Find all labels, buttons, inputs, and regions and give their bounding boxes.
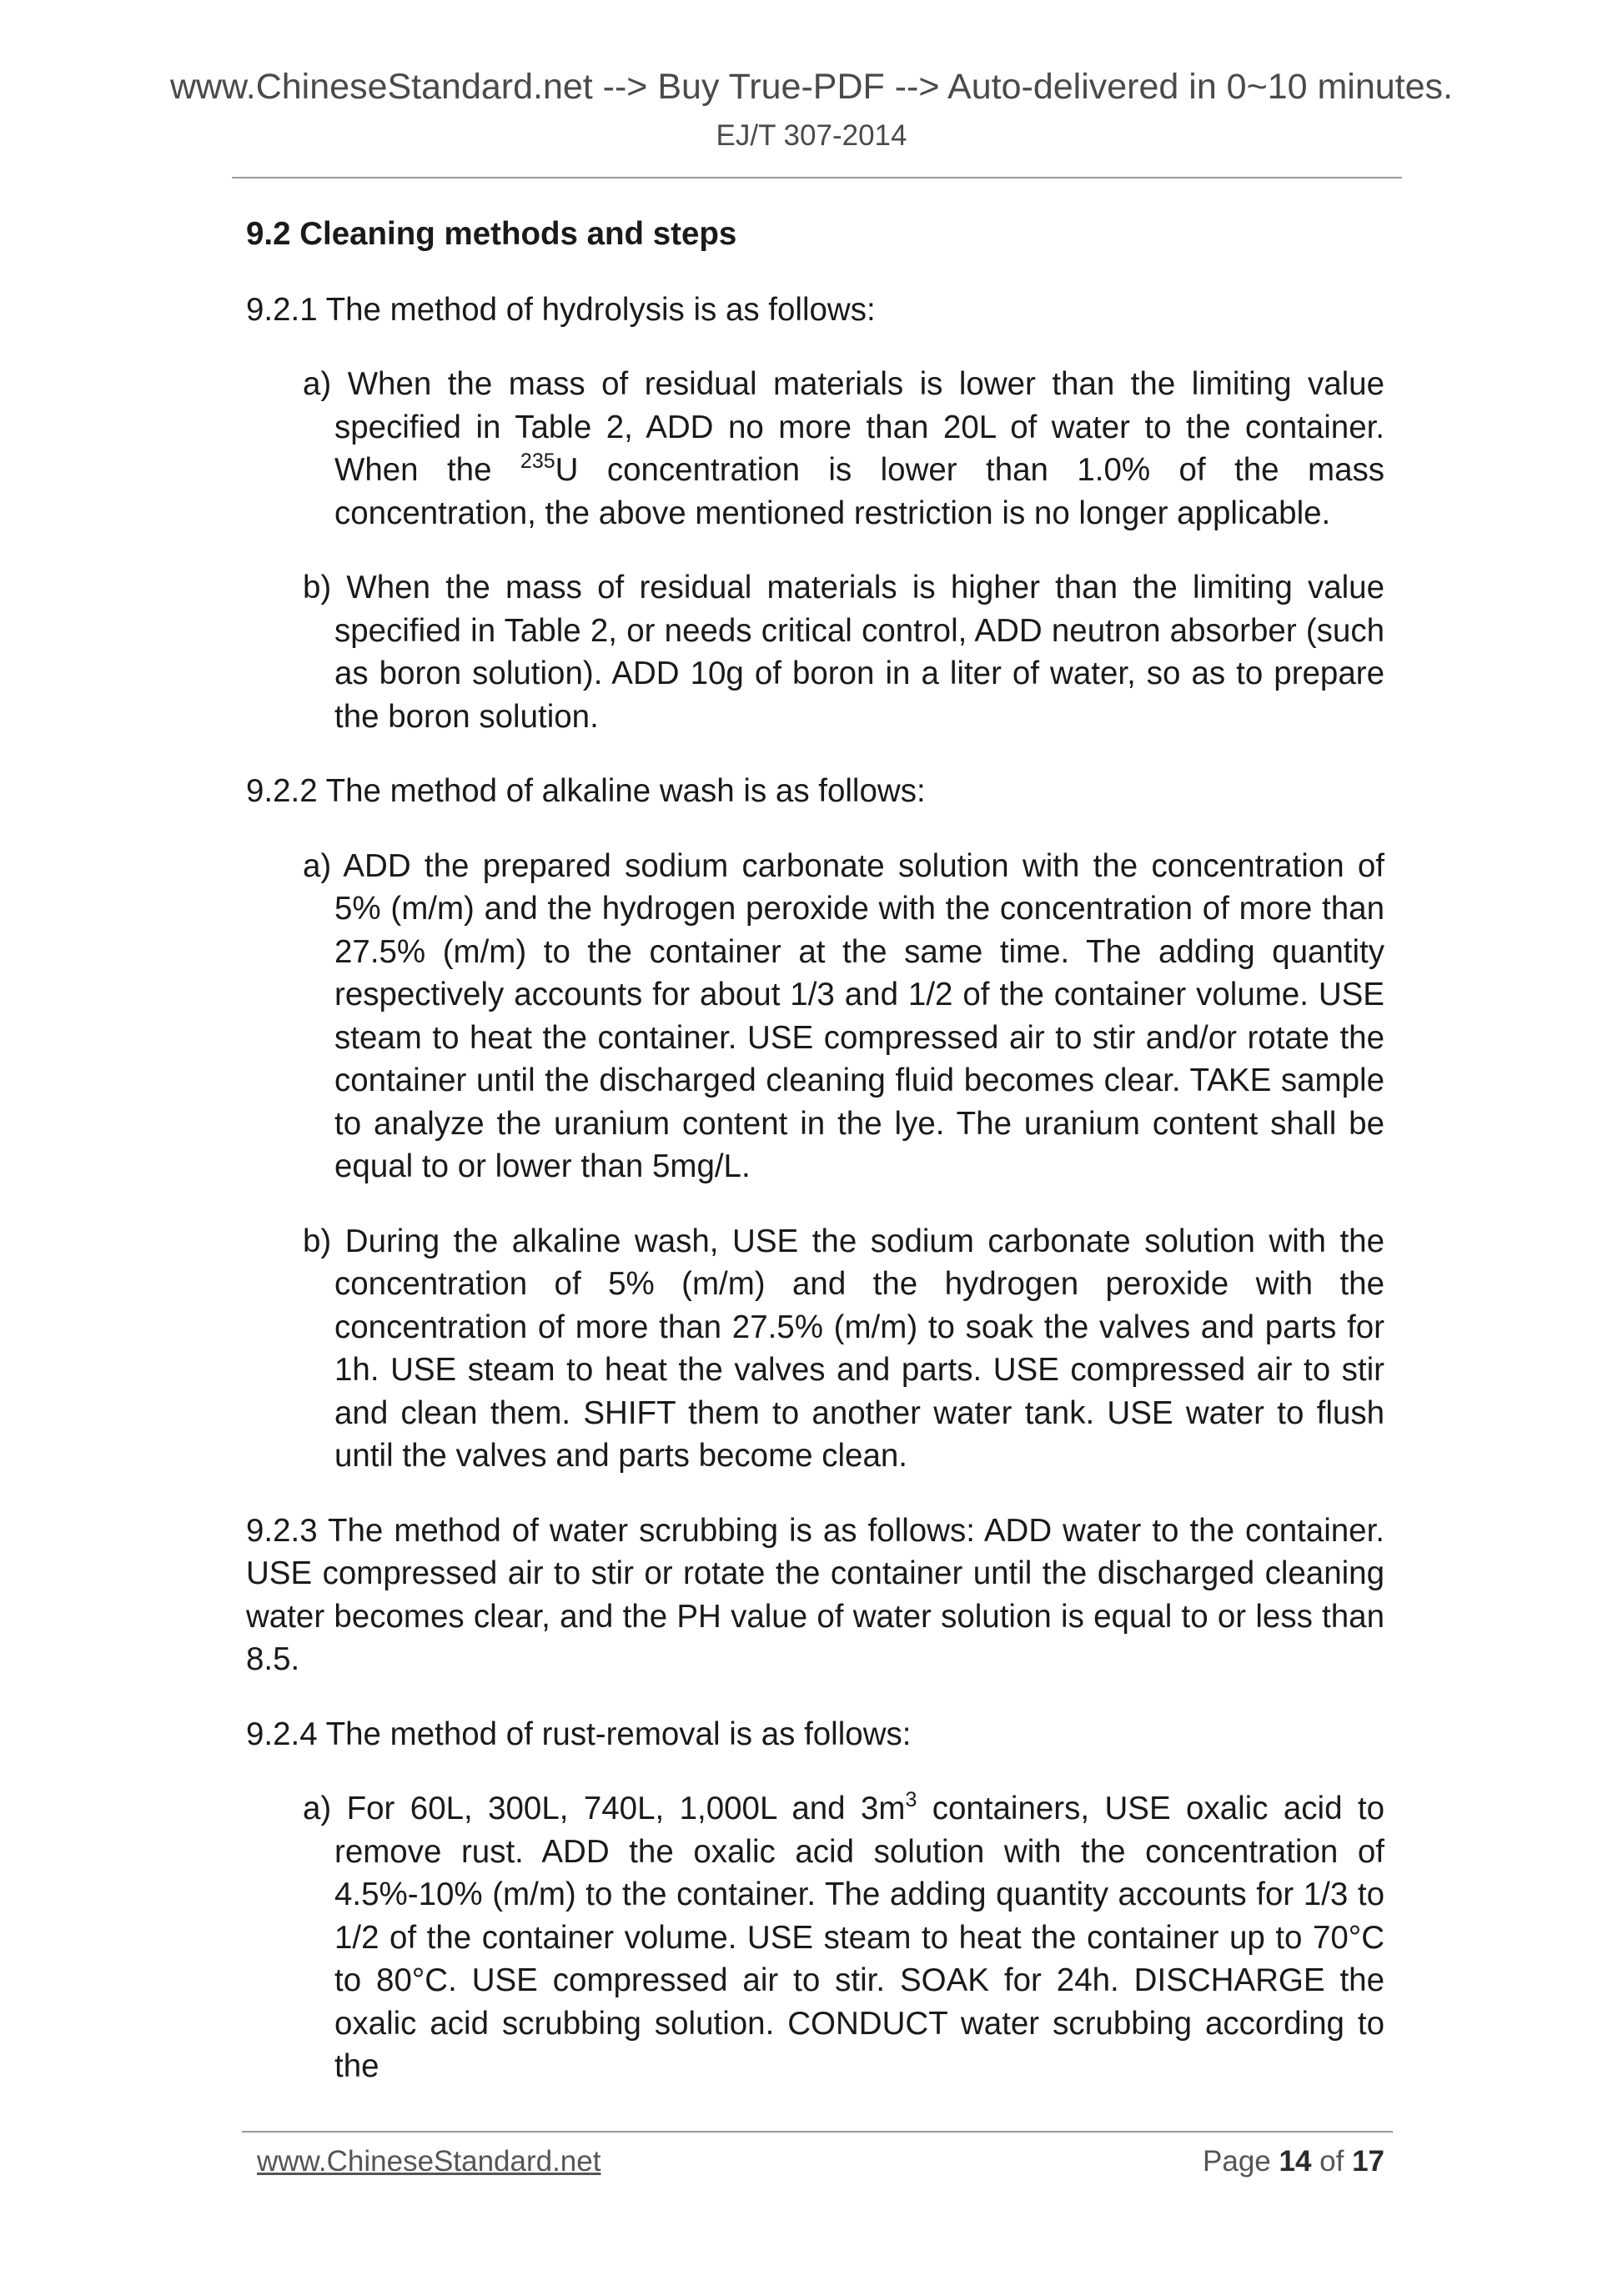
clause-9-2-4-a [303, 1787, 1384, 2088]
clause-text: a) When the mass of residual materials is lower than the limiting value specified in Table 2, ADD no more than 20L of water to the container. When the [303, 366, 1384, 488]
page-content [246, 213, 1384, 2120]
footer-link[interactable]: www.ChineseStandard.net [257, 2145, 601, 2178]
clause-9-2-1-b: b) When the mass of residual materials is higher than the limiting value specified in Table 2, or needs critical control, ADD neutron absorber (such as boron solution). ADD 10g of boron in a liter of water, so as to prepare the boron solution. [303, 570, 1384, 735]
current-page: 14 [1279, 2145, 1312, 2178]
section-heading: 9.2 Cleaning methods and steps [246, 216, 737, 252]
clause-text: containers, USE oxalic acid to remove rust. ADD the oxalic acid solution with the concentration of 4.5%-10% (m/m) to the container. The adding quantity accounts for 1/3 to 1/2 of the container volume. USE steam to heat the container up to 70°C to 80°C. USE compressed air to stir. SOAK for 24h. DISCHARGE the oxalic acid scrubbing solution. CONDUCT water scrubbing according to the [334, 1791, 1384, 2084]
footer-divider [242, 2131, 1393, 2133]
clause-9-2-4: 9.2.4 The method of rust-removal is as follows: [246, 1716, 912, 1752]
clause-text: a) For 60L, 300L, 740L, 1,000L and 3m [303, 1791, 906, 1826]
page-number [1203, 2143, 1384, 2180]
clause-9-2-2-b: b) During the alkaline wash, USE the sodium carbonate solution with the concentration of 5% (m/m) and the hydrogen peroxide with the concentration of more than 27.5% (m/m) to soak the valves and parts for 1h. USE steam to heat the valves and parts. USE compressed air to stir and clean them. SHIFT them to another water tank. USE water to flush until the valves and parts become clean. [303, 1223, 1384, 1474]
clause-9-2-2-a: a) ADD the prepared sodium carbonate solution with the concentration of 5% (m/m) and the hydrogen peroxide with the concentration of more than 27.5% (m/m) to the container at the same time. The adding quantity respectively accounts for about 1/3 and 1/2 of the container volume. USE steam to heat the container. USE compressed air to stir and/or rotate the container until the discharged cleaning fluid becomes clear. TAKE sample to analyze the uranium content in the lye. The uranium content shall be equal to or lower than 5mg/L. [303, 847, 1384, 1184]
clause-9-2-3: 9.2.3 The method of water scrubbing is as follows: ADD water to the container. USE compressed air to stir or rotate the container until the discharged cleaning water becomes clear, and the PH value of water solution is equal to or less than 8.5. [246, 1512, 1384, 1677]
page-of: of [1311, 2145, 1353, 2178]
unit-superscript: 3 [905, 1788, 917, 1811]
clause-9-2-1-a [303, 363, 1384, 535]
total-pages: 17 [1352, 2145, 1384, 2178]
header-divider [232, 177, 1402, 178]
site-banner: www.ChineseStandard.net --> Buy True-PDF --> Auto-delivered in 0~10 minutes. [169, 67, 1453, 107]
clause-9-2-2: 9.2.2 The method of alkaline wash is as follows: [246, 773, 926, 809]
clause-text: U concentration is lower than 1.0% of the mass concentration, the above mentioned restriction is no longer applicable. [334, 452, 1384, 531]
page-label: Page [1203, 2145, 1279, 2178]
clause-9-2-1: 9.2.1 The method of hydrolysis is as follows: [246, 291, 876, 328]
document-id: EJ/T 307-2014 [716, 119, 907, 152]
isotope-superscript: 235 [520, 450, 555, 473]
